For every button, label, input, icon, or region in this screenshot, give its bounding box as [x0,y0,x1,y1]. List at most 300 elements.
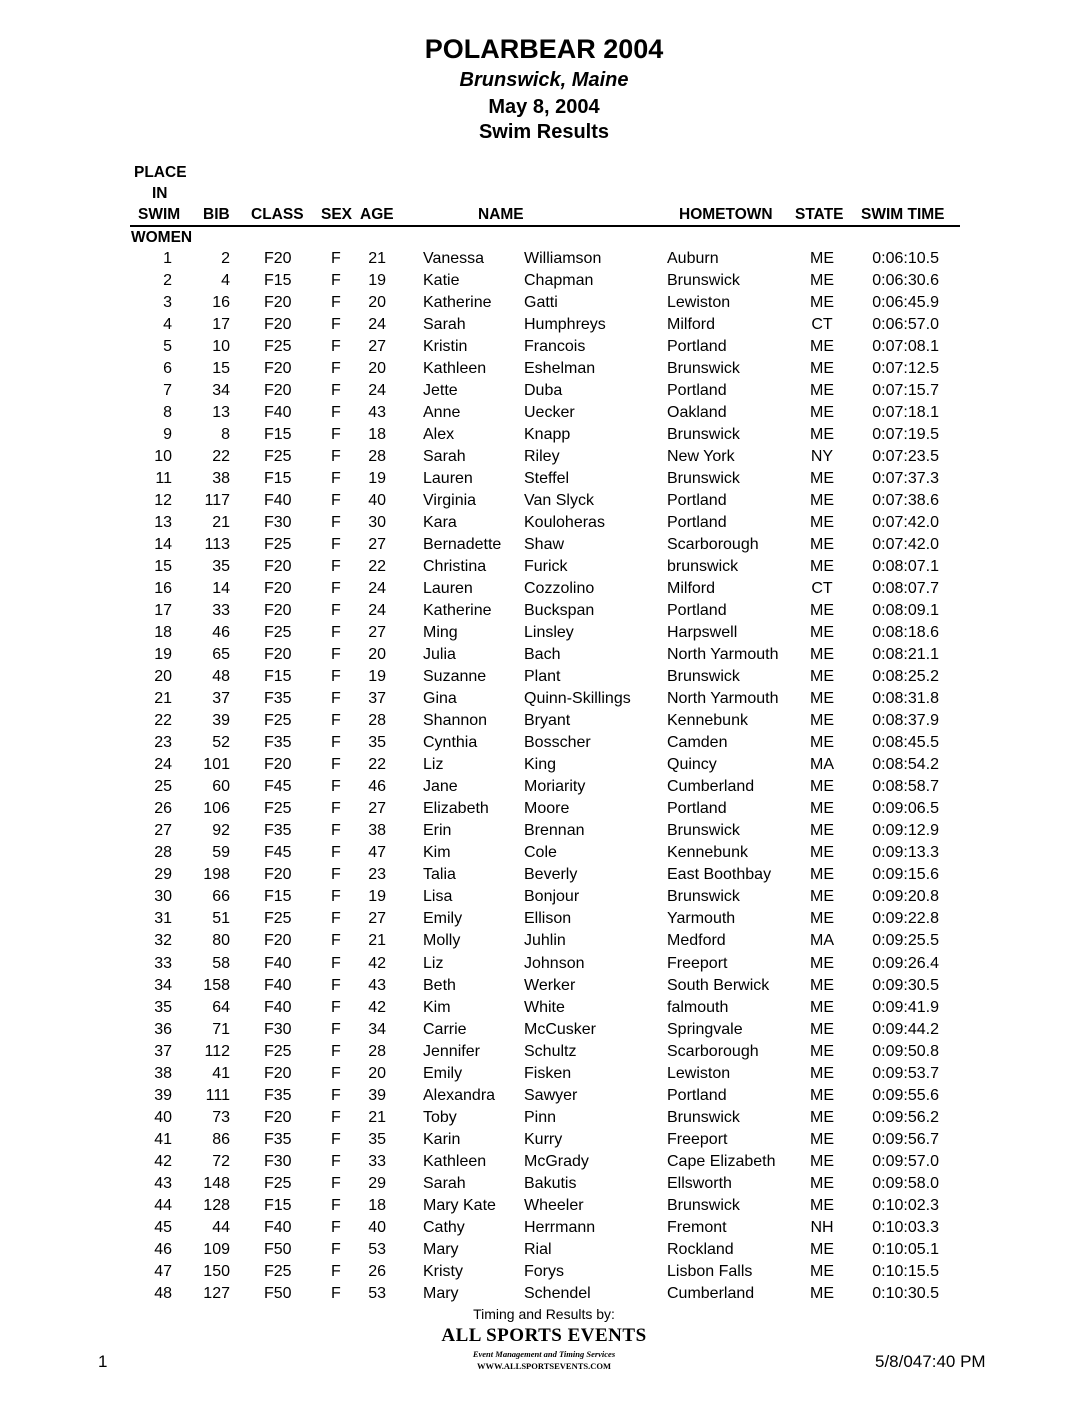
place-cell: 3 [163,294,172,312]
class-cell: F40 [264,954,292,972]
age-cell: 18 [368,426,386,444]
place-cell: 2 [163,272,172,290]
event-date: May 8, 2004 [488,96,600,118]
first-name-cell: Jane [423,778,458,796]
class-cell: F40 [264,404,292,422]
sex-cell: F [331,580,341,598]
hometown-cell: Scarborough [667,1042,759,1060]
sex-cell: F [331,976,341,994]
bib-cell: 109 [203,1240,230,1258]
last-name-cell: King [524,756,557,774]
sponsor-logo-url: WWW.ALLSPORTSEVENTS.COM [477,1361,611,1371]
hometown-cell: Brunswick [667,360,740,378]
hometown-cell: Cumberland [667,778,755,796]
hometown-cell: Milford [667,580,716,598]
bib-cell: 65 [212,646,230,664]
state-cell: ME [810,734,834,752]
table-row [0,446,1088,468]
header-class: CLASS [251,206,304,223]
hometown-cell: Medford [667,932,726,950]
bib-cell: 59 [212,844,230,862]
bib-cell: 34 [212,382,230,400]
first-name-cell: Elizabeth [423,800,489,818]
first-name-cell: Carrie [423,1020,467,1038]
age-cell: 47 [368,844,386,862]
class-cell: F40 [264,976,292,994]
table-row [0,666,1088,688]
first-name-cell: Kathleen [423,360,487,378]
last-name-cell: Bryant [524,712,571,730]
state-cell: NY [810,448,834,466]
state-cell: ME [810,514,834,532]
last-name-cell: White [524,998,565,1016]
sex-cell: F [331,690,341,708]
class-cell: F20 [264,250,292,267]
age-cell: 38 [368,822,386,840]
place-cell: 28 [154,844,172,862]
age-cell: 40 [368,492,386,510]
hometown-cell: East Boothbay [667,866,772,884]
table-row [0,776,1088,798]
place-cell: 37 [154,1042,172,1060]
hometown-cell: Brunswick [667,426,740,444]
class-cell: F20 [264,558,292,576]
table-row [0,864,1088,886]
hometown-cell: Scarborough [667,536,759,554]
table-row [0,270,1088,292]
last-name-cell: Shaw [524,536,565,554]
table-row [0,512,1088,534]
place-cell: 13 [154,514,172,532]
first-name-cell: Lisa [423,888,453,906]
state-cell: ME [810,558,834,576]
sex-cell: F [331,1108,341,1126]
state-cell: ME [810,866,834,884]
sex-cell: F [331,844,341,862]
age-cell: 21 [368,250,386,267]
state-cell: ME [810,492,834,510]
last-name-cell: Francois [524,338,586,356]
age-cell: 28 [368,448,386,466]
first-name-cell: Mary Kate [423,1196,496,1214]
place-cell: 45 [154,1218,172,1236]
place-cell: 25 [154,778,172,796]
hometown-cell: Lewiston [667,1064,731,1082]
table-row [0,688,1088,710]
swim-time-cell: 0:07:37.3 [872,470,939,488]
first-name-cell: Julia [423,646,456,664]
first-name-cell: Sarah [423,1174,466,1192]
swim-time-cell: 0:08:18.6 [872,624,939,642]
header-place-line1: PLACE [134,164,187,181]
place-cell: 14 [154,536,172,554]
place-cell: 35 [154,998,172,1016]
sex-cell: F [331,712,341,730]
last-name-cell: Van Slyck [524,492,594,510]
bib-cell: 64 [212,998,230,1016]
last-name-cell: Fisken [524,1064,572,1082]
bib-cell: 106 [203,800,230,818]
swim-time-cell: 0:09:06.5 [872,800,939,818]
age-cell: 40 [368,1218,386,1236]
class-cell: F15 [264,888,292,906]
hometown-cell: North Yarmouth [667,646,779,664]
last-name-cell: Juhlin [524,932,566,950]
table-row [0,930,1088,952]
place-cell: 18 [154,624,172,642]
swim-time-cell: 0:09:58.0 [872,1174,939,1192]
place-cell: 41 [154,1130,172,1148]
class-cell: F20 [264,360,292,378]
state-cell: NH [810,1218,834,1236]
age-cell: 20 [368,360,386,378]
sex-cell: F [331,624,341,642]
age-cell: 42 [368,954,386,972]
bib-cell: 73 [212,1108,230,1126]
first-name-cell: Erin [423,822,452,840]
last-name-cell: Buckspan [524,602,595,620]
age-cell: 53 [368,1284,386,1302]
bib-cell: 72 [212,1152,230,1170]
class-cell: F25 [264,338,292,356]
swim-time-cell: 0:07:15.7 [872,382,939,400]
sex-cell: F [331,558,341,576]
swim-time-cell: 0:09:25.5 [872,932,939,950]
age-cell: 35 [368,1130,386,1148]
swim-time-cell: 0:06:57.0 [872,316,939,334]
first-name-cell: Kristy [423,1262,463,1280]
sex-cell: F [331,426,341,444]
hometown-cell: Harpswell [667,624,738,642]
table-row [0,622,1088,644]
last-name-cell: Furick [524,558,568,576]
first-name-cell: Mary [423,1284,459,1302]
last-name-cell: Uecker [524,404,575,422]
bib-cell: 58 [212,954,230,972]
bib-cell: 8 [221,426,230,444]
age-cell: 28 [368,712,386,730]
last-name-cell: Bakutis [524,1174,577,1192]
last-name-cell: Pinn [524,1108,557,1126]
age-cell: 53 [368,1240,386,1258]
hometown-cell: New York [667,448,735,466]
bib-cell: 41 [212,1064,230,1082]
table-row [0,468,1088,490]
bib-cell: 52 [212,734,230,752]
sex-cell: F [331,1130,341,1148]
first-name-cell: Lauren [423,470,473,488]
bib-cell: 44 [212,1218,230,1236]
place-cell: 48 [154,1284,172,1302]
age-cell: 21 [368,1108,386,1126]
swim-time-cell: 0:10:05.1 [872,1240,939,1258]
last-name-cell: Werker [524,976,576,994]
first-name-cell: Toby [423,1108,457,1126]
swim-time-cell: 0:09:30.5 [872,976,939,994]
last-name-cell: Steffel [524,470,570,488]
table-row [0,1085,1088,1107]
state-cell: ME [810,426,834,444]
table-row [0,292,1088,314]
table-row [0,953,1088,975]
header-bib: BIB [203,206,230,223]
swim-time-cell: 0:08:54.2 [872,756,939,774]
state-cell: ME [810,1130,834,1148]
first-name-cell: Jennifer [423,1042,480,1060]
age-cell: 33 [368,1152,386,1170]
age-cell: 30 [368,514,386,532]
place-cell: 11 [155,470,172,488]
class-cell: F35 [264,822,292,840]
first-name-cell: Sarah [423,448,466,466]
age-cell: 24 [368,580,386,598]
state-cell: ME [810,1284,834,1302]
sex-cell: F [331,1284,341,1302]
place-cell: 30 [154,888,172,906]
age-cell: 22 [368,558,386,576]
hometown-cell: Freeport [667,954,728,972]
hometown-cell: Portland [667,514,727,532]
first-name-cell: Vanessa [423,250,485,267]
hometown-cell: Brunswick [667,822,740,840]
last-name-cell: Bach [524,646,561,664]
state-cell: ME [810,976,834,994]
class-cell: F35 [264,1130,292,1148]
sex-cell: F [331,338,341,356]
first-name-cell: Kara [423,514,457,532]
sex-cell: F [331,602,341,620]
sex-cell: F [331,910,341,928]
bib-cell: 148 [203,1174,230,1192]
swim-time-cell: 0:09:13.3 [872,844,939,862]
age-cell: 27 [368,624,386,642]
class-cell: F45 [264,844,292,862]
class-cell: F15 [264,426,292,444]
class-cell: F25 [264,712,292,730]
last-name-cell: Schendel [524,1284,591,1302]
state-cell: ME [810,646,834,664]
class-cell: F20 [264,646,292,664]
state-cell: ME [810,404,834,422]
hometown-cell: Quincy [667,756,717,774]
swim-time-cell: 0:09:22.8 [872,910,939,928]
place-cell: 15 [154,558,172,576]
class-cell: F45 [264,778,292,796]
last-name-cell: Brennan [524,822,585,840]
header-hometown: HOMETOWN [679,206,773,223]
bib-cell: 113 [204,536,230,554]
place-cell: 44 [154,1196,172,1214]
first-name-cell: Jette [423,382,458,400]
class-cell: F25 [264,1262,292,1280]
place-cell: 26 [154,800,172,818]
swim-time-cell: 0:07:42.0 [872,536,939,554]
bib-cell: 16 [212,294,230,312]
hometown-cell: Brunswick [667,888,740,906]
swim-time-cell: 0:09:50.8 [872,1042,939,1060]
sex-cell: F [331,272,341,290]
hometown-cell: Oakland [667,404,727,422]
hometown-cell: Yarmouth [667,910,736,928]
bib-cell: 60 [212,778,230,796]
table-row [0,908,1088,930]
sex-cell: F [331,1218,341,1236]
first-name-cell: Shannon [423,712,488,730]
place-cell: 10 [154,448,172,466]
sex-cell: F [331,294,341,312]
state-cell: ME [810,998,834,1016]
sex-cell: F [331,448,341,466]
state-cell: ME [810,338,834,356]
table-row [0,886,1088,908]
sex-cell: F [331,250,341,267]
last-name-cell: Moriarity [524,778,586,796]
first-name-cell: Bernadette [423,536,502,554]
table-row [0,1239,1088,1261]
bib-cell: 112 [204,1042,230,1060]
state-cell: CT [811,316,833,334]
swim-time-cell: 0:10:02.3 [872,1196,939,1214]
class-cell: F15 [264,470,292,488]
place-cell: 34 [154,976,172,994]
table-row [0,490,1088,512]
table-row [0,424,1088,446]
table-row [0,710,1088,732]
first-name-cell: Katie [423,272,460,290]
section-label: WOMEN [131,229,193,246]
age-cell: 19 [368,888,386,906]
first-name-cell: Gina [423,690,457,708]
timing-credit: Timing and Results by: [473,1306,615,1322]
age-cell: 26 [368,1262,386,1280]
age-cell: 20 [368,646,386,664]
bib-cell: 198 [203,866,230,884]
age-cell: 27 [368,338,386,356]
sex-cell: F [331,1174,341,1192]
last-name-cell: McGrady [524,1152,589,1170]
last-name-cell: Forys [524,1262,564,1280]
state-cell: ME [810,954,834,972]
swim-time-cell: 0:07:18.1 [872,404,939,422]
sex-cell: F [331,932,341,950]
class-cell: F35 [264,1086,292,1104]
swim-time-cell: 0:09:26.4 [872,954,939,972]
place-cell: 7 [163,382,172,400]
age-cell: 27 [368,536,386,554]
first-name-cell: Kim [423,844,451,862]
table-row [0,600,1088,622]
table-row [0,975,1088,997]
results-table [0,248,1088,1305]
last-name-cell: Gatti [524,294,558,312]
bib-cell: 13 [212,404,230,422]
state-cell: ME [810,800,834,818]
sex-cell: F [331,756,341,774]
last-name-cell: Rial [524,1240,552,1258]
swim-time-cell: 0:09:53.7 [872,1064,939,1082]
age-cell: 24 [368,602,386,620]
sex-cell: F [331,1086,341,1104]
hometown-cell: Fremont [667,1218,727,1236]
event-location: Brunswick, Maine [459,69,629,91]
state-cell: ME [810,844,834,862]
place-cell: 8 [163,404,172,422]
class-cell: F25 [264,910,292,928]
place-cell: 23 [154,734,172,752]
sex-cell: F [331,1196,341,1214]
state-cell: CT [811,580,833,598]
state-cell: ME [810,888,834,906]
bib-cell: 92 [212,822,230,840]
age-cell: 29 [368,1174,386,1192]
swim-time-cell: 0:09:56.2 [872,1108,939,1126]
hometown-cell: Kennebunk [667,712,748,730]
sex-cell: F [331,1240,341,1258]
table-row [0,1129,1088,1151]
age-cell: 42 [368,998,386,1016]
bib-cell: 66 [212,888,230,906]
sex-cell: F [331,646,341,664]
state-cell: ME [810,690,834,708]
first-name-cell: Mary [423,1240,459,1258]
first-name-cell: Emily [423,910,463,928]
table-row [0,754,1088,776]
bib-cell: 39 [212,712,230,730]
first-name-cell: Sarah [423,316,466,334]
sex-cell: F [331,1042,341,1060]
age-cell: 19 [368,668,386,686]
first-name-cell: Christina [423,558,487,576]
class-cell: F25 [264,448,292,466]
age-cell: 43 [368,404,386,422]
hometown-cell: Brunswick [667,470,740,488]
last-name-cell: Wheeler [524,1196,584,1214]
header-swim-time: SWIM TIME [861,206,945,223]
class-cell: F35 [264,734,292,752]
class-cell: F20 [264,1064,292,1082]
swim-time-cell: 0:07:12.5 [872,360,939,378]
bib-cell: 128 [203,1196,230,1214]
swim-time-cell: 0:09:12.9 [872,822,939,840]
table-row [0,534,1088,556]
swim-time-cell: 0:09:41.9 [872,998,939,1016]
state-cell: ME [810,1086,834,1104]
bib-cell: 15 [212,360,230,378]
place-cell: 32 [154,932,172,950]
class-cell: F20 [264,866,292,884]
bib-cell: 158 [203,976,230,994]
class-cell: F20 [264,316,292,334]
swim-time-cell: 0:09:20.8 [872,888,939,906]
hometown-cell: Freeport [667,1130,728,1148]
class-cell: F15 [264,1196,292,1214]
sex-cell: F [331,404,341,422]
first-name-cell: Ming [423,624,458,642]
bib-cell: 17 [212,316,230,334]
swim-time-cell: 0:09:15.6 [872,866,939,884]
swim-time-cell: 0:09:44.2 [872,1020,939,1038]
class-cell: F40 [264,998,292,1016]
class-cell: F25 [264,624,292,642]
first-name-cell: Cathy [423,1218,465,1236]
print-timestamp: 5/8/047:40 PM [875,1352,986,1371]
age-cell: 39 [368,1086,386,1104]
age-cell: 28 [368,1042,386,1060]
table-row [0,556,1088,578]
table-row [0,402,1088,424]
bib-cell: 2 [221,250,230,267]
swim-time-cell: 0:06:10.5 [872,250,939,267]
